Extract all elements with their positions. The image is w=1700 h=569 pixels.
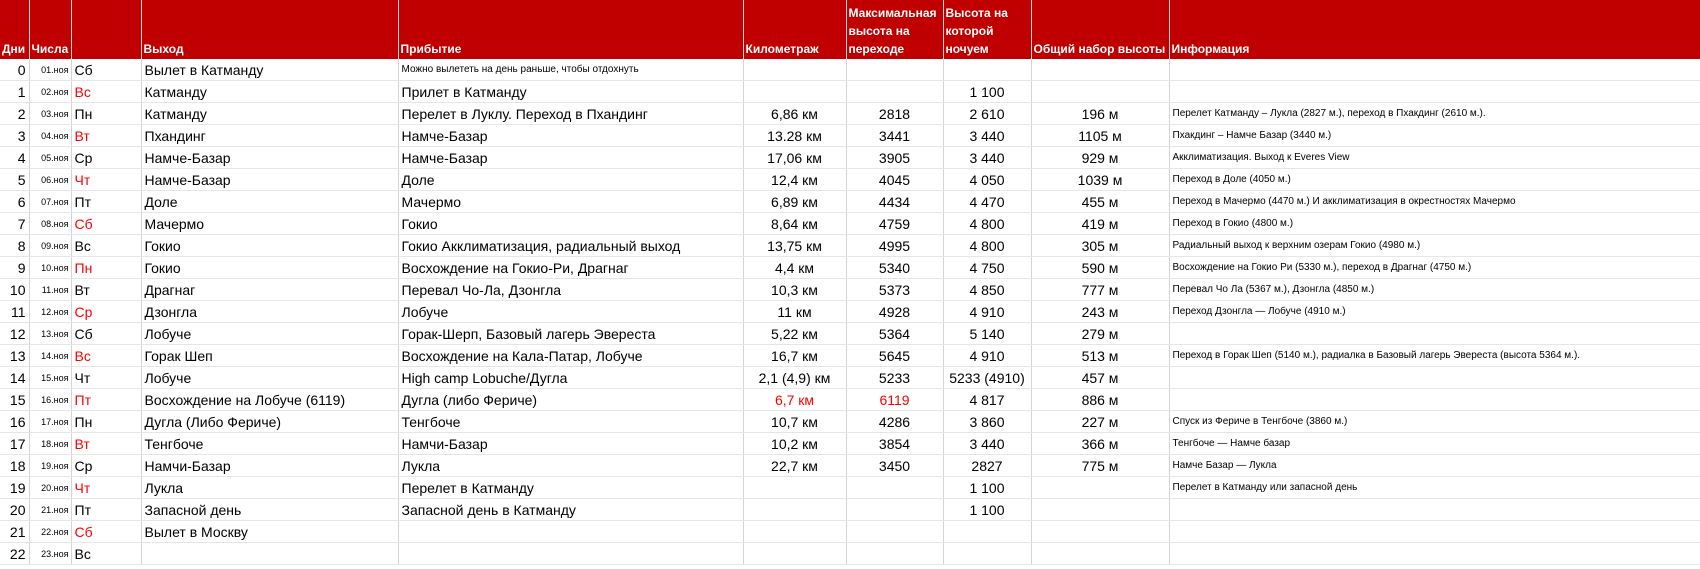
cell-departure: Мачермо	[141, 213, 398, 235]
cell-max-altitude: 4434	[846, 191, 943, 213]
cell-date: 12.ноя	[29, 301, 71, 323]
cell-departure: Гокио	[141, 235, 398, 257]
cell-info	[1169, 389, 1700, 411]
cell-sleep-altitude: 5 140	[943, 323, 1031, 345]
cell-max-altitude	[846, 499, 943, 521]
cell-departure: Лобуче	[141, 323, 398, 345]
cell-distance: 11 км	[743, 301, 846, 323]
cell-distance: 6,86 км	[743, 103, 846, 125]
cell-day: 5	[0, 169, 29, 191]
cell-arrival: Перелет в Катманду	[398, 477, 743, 499]
cell-departure	[141, 543, 398, 565]
header-date: Числа	[29, 0, 71, 59]
header-sleep-altitude: Высота на которой ночуем	[943, 0, 1031, 59]
cell-elevation-gain: 777 м	[1031, 279, 1169, 301]
cell-max-altitude: 5233	[846, 367, 943, 389]
cell-weekday: Вс	[71, 81, 141, 103]
cell-info: Перелет Катманду – Лукла (2827 м.), переход в Пхакдинг (2610 м.).	[1169, 103, 1700, 125]
cell-weekday: Сб	[71, 521, 141, 543]
cell-elevation-gain: 455 м	[1031, 191, 1169, 213]
table-row	[0, 499, 1700, 521]
cell-date: 10.ноя	[29, 257, 71, 279]
cell-weekday: Пт	[71, 499, 141, 521]
table-row	[0, 301, 1700, 323]
table-row	[0, 455, 1700, 477]
cell-max-altitude: 5364	[846, 323, 943, 345]
header-day: Дни	[0, 0, 29, 59]
header-elevation-gain: Общий набор высоты	[1031, 0, 1169, 59]
cell-info: Переход в Гокио (4800 м.)	[1169, 213, 1700, 235]
cell-max-altitude: 5645	[846, 345, 943, 367]
cell-day: 0	[0, 59, 29, 81]
cell-departure: Намче-Базар	[141, 147, 398, 169]
cell-day: 18	[0, 455, 29, 477]
header-max-altitude: Максимальная высота на переходе	[846, 0, 943, 59]
table-row	[0, 279, 1700, 301]
cell-elevation-gain	[1031, 521, 1169, 543]
cell-distance	[743, 81, 846, 103]
cell-sleep-altitude: 2 610	[943, 103, 1031, 125]
table-row	[0, 543, 1700, 565]
cell-info: Восхождение на Гокио Ри (5330 м.), переход в Драгнаг (4750 м.)	[1169, 257, 1700, 279]
cell-sleep-altitude: 4 800	[943, 235, 1031, 257]
cell-elevation-gain: 775 м	[1031, 455, 1169, 477]
cell-arrival: Намче-Базар	[398, 147, 743, 169]
cell-day: 10	[0, 279, 29, 301]
cell-sleep-altitude: 2827	[943, 455, 1031, 477]
cell-distance: 4,4 км	[743, 257, 846, 279]
table-row	[0, 323, 1700, 345]
cell-weekday: Вт	[71, 433, 141, 455]
header-dow	[71, 0, 141, 59]
cell-elevation-gain: 513 м	[1031, 345, 1169, 367]
cell-max-altitude	[846, 59, 943, 81]
table-row	[0, 257, 1700, 279]
cell-departure: Тенгбоче	[141, 433, 398, 455]
cell-day: 8	[0, 235, 29, 257]
cell-day: 12	[0, 323, 29, 345]
cell-weekday: Пн	[71, 257, 141, 279]
table-row	[0, 59, 1700, 81]
table-row	[0, 367, 1700, 389]
cell-info: Переход в Доле (4050 м.)	[1169, 169, 1700, 191]
cell-max-altitude: 4759	[846, 213, 943, 235]
cell-date: 03.ноя	[29, 103, 71, 125]
header-distance: Километраж	[743, 0, 846, 59]
cell-sleep-altitude: 3 440	[943, 433, 1031, 455]
cell-sleep-altitude	[943, 543, 1031, 565]
cell-date: 05.ноя	[29, 147, 71, 169]
cell-arrival: Тенгбоче	[398, 411, 743, 433]
cell-distance	[743, 521, 846, 543]
cell-day: 2	[0, 103, 29, 125]
cell-max-altitude: 5340	[846, 257, 943, 279]
cell-arrival: Намче-Базар	[398, 125, 743, 147]
cell-day: 14	[0, 367, 29, 389]
header-departure: Выход	[141, 0, 398, 59]
cell-arrival: Прилет в Катманду	[398, 81, 743, 103]
table-row	[0, 147, 1700, 169]
header-arrival: Прибытие	[398, 0, 743, 59]
cell-day: 15	[0, 389, 29, 411]
cell-departure: Запасной день	[141, 499, 398, 521]
cell-arrival: Доле	[398, 169, 743, 191]
cell-info	[1169, 59, 1700, 81]
cell-weekday: Ср	[71, 455, 141, 477]
cell-date: 13.ноя	[29, 323, 71, 345]
table-row	[0, 213, 1700, 235]
cell-max-altitude: 4286	[846, 411, 943, 433]
table-row	[0, 169, 1700, 191]
cell-departure: Горак Шеп	[141, 345, 398, 367]
cell-info: Переход в Мачермо (4470 м.) И акклиматизация в окрестностях Мачермо	[1169, 191, 1700, 213]
cell-max-altitude: 3450	[846, 455, 943, 477]
cell-date: 07.ноя	[29, 191, 71, 213]
cell-weekday: Чт	[71, 477, 141, 499]
cell-distance: 13.28 км	[743, 125, 846, 147]
cell-info: Переход в Горак Шеп (5140 м.), радиалка в Базовый лагерь Эвереста (высота 5364 м.).	[1169, 345, 1700, 367]
cell-sleep-altitude: 1 100	[943, 499, 1031, 521]
table-row	[0, 235, 1700, 257]
cell-elevation-gain	[1031, 543, 1169, 565]
cell-info	[1169, 521, 1700, 543]
table-row	[0, 521, 1700, 543]
cell-info: Радиальный выход к верхним озерам Гокио (4980 м.)	[1169, 235, 1700, 257]
cell-distance: 10,7 км	[743, 411, 846, 433]
cell-info: Тенгбоче — Намче базар	[1169, 433, 1700, 455]
cell-arrival: Гокио Акклиматизация, радиальный выход	[398, 235, 743, 257]
cell-info: Намче Базар — Лукла	[1169, 455, 1700, 477]
table-row	[0, 411, 1700, 433]
cell-day: 7	[0, 213, 29, 235]
cell-max-altitude: 5373	[846, 279, 943, 301]
header-info: Информация	[1169, 0, 1700, 59]
cell-elevation-gain	[1031, 59, 1169, 81]
cell-distance	[743, 499, 846, 521]
cell-arrival	[398, 543, 743, 565]
cell-arrival: Можно вылететь на день раньше, чтобы отдохнуть	[398, 59, 743, 81]
cell-elevation-gain: 366 м	[1031, 433, 1169, 455]
cell-day: 9	[0, 257, 29, 279]
cell-sleep-altitude: 4 470	[943, 191, 1031, 213]
cell-departure: Намче-Базар	[141, 169, 398, 191]
cell-arrival: High camp Lobuche/Дугла	[398, 367, 743, 389]
cell-distance: 5,22 км	[743, 323, 846, 345]
cell-info	[1169, 499, 1700, 521]
cell-max-altitude	[846, 477, 943, 499]
cell-departure: Вылет в Москву	[141, 521, 398, 543]
cell-date: 21.ноя	[29, 499, 71, 521]
cell-arrival: Мачермо	[398, 191, 743, 213]
cell-weekday: Чт	[71, 169, 141, 191]
cell-departure: Катманду	[141, 81, 398, 103]
cell-departure: Дзонгла	[141, 301, 398, 323]
cell-arrival: Восхождение на Кала-Патар, Лобуче	[398, 345, 743, 367]
cell-distance: 10,3 км	[743, 279, 846, 301]
cell-day: 19	[0, 477, 29, 499]
cell-info: Перелет в Катманду или запасной день	[1169, 477, 1700, 499]
cell-info: Спуск из Фериче в Тенгбоче (3860 м.)	[1169, 411, 1700, 433]
cell-elevation-gain: 1105 м	[1031, 125, 1169, 147]
cell-weekday: Сб	[71, 323, 141, 345]
cell-elevation-gain	[1031, 499, 1169, 521]
cell-max-altitude: 4995	[846, 235, 943, 257]
cell-distance: 2,1 (4,9) км	[743, 367, 846, 389]
cell-date: 17.ноя	[29, 411, 71, 433]
cell-weekday: Пт	[71, 389, 141, 411]
header-row	[0, 0, 1700, 59]
cell-day: 11	[0, 301, 29, 323]
cell-departure: Лукла	[141, 477, 398, 499]
cell-max-altitude: 2818	[846, 103, 943, 125]
cell-max-altitude	[846, 521, 943, 543]
cell-elevation-gain: 279 м	[1031, 323, 1169, 345]
cell-info	[1169, 543, 1700, 565]
table-row	[0, 191, 1700, 213]
cell-arrival	[398, 521, 743, 543]
cell-distance: 13,75 км	[743, 235, 846, 257]
cell-departure: Пхандинг	[141, 125, 398, 147]
cell-sleep-altitude: 4 850	[943, 279, 1031, 301]
cell-date: 22.ноя	[29, 521, 71, 543]
cell-max-altitude: 4045	[846, 169, 943, 191]
cell-max-altitude: 3854	[846, 433, 943, 455]
cell-elevation-gain	[1031, 477, 1169, 499]
cell-max-altitude: 6119	[846, 389, 943, 411]
cell-date: 02.ноя	[29, 81, 71, 103]
cell-sleep-altitude: 4 800	[943, 213, 1031, 235]
cell-departure: Дугла (Либо Фериче)	[141, 411, 398, 433]
cell-sleep-altitude: 3 440	[943, 147, 1031, 169]
cell-date: 06.ноя	[29, 169, 71, 191]
table-row	[0, 477, 1700, 499]
cell-weekday: Вт	[71, 279, 141, 301]
cell-day: 13	[0, 345, 29, 367]
cell-distance: 22,7 км	[743, 455, 846, 477]
table-body	[0, 59, 1700, 565]
cell-info: Пхакдинг – Намче Базар (3440 м.)	[1169, 125, 1700, 147]
cell-day: 21	[0, 521, 29, 543]
cell-distance: 6,89 км	[743, 191, 846, 213]
cell-sleep-altitude: 1 100	[943, 81, 1031, 103]
cell-arrival: Дугла (либо Фериче)	[398, 389, 743, 411]
table-row	[0, 433, 1700, 455]
cell-weekday: Сб	[71, 59, 141, 81]
table-row	[0, 81, 1700, 103]
cell-max-altitude: 3441	[846, 125, 943, 147]
cell-date: 09.ноя	[29, 235, 71, 257]
cell-departure: Доле	[141, 191, 398, 213]
cell-date: 20.ноя	[29, 477, 71, 499]
cell-sleep-altitude: 3 860	[943, 411, 1031, 433]
table-row	[0, 345, 1700, 367]
cell-sleep-altitude: 1 100	[943, 477, 1031, 499]
cell-max-altitude: 4928	[846, 301, 943, 323]
cell-elevation-gain: 1039 м	[1031, 169, 1169, 191]
cell-sleep-altitude: 4 750	[943, 257, 1031, 279]
cell-weekday: Чт	[71, 367, 141, 389]
cell-arrival: Восхождение на Гокио-Ри, Драгнаг	[398, 257, 743, 279]
cell-weekday: Пн	[71, 103, 141, 125]
cell-sleep-altitude: 4 910	[943, 301, 1031, 323]
cell-elevation-gain: 929 м	[1031, 147, 1169, 169]
cell-date: 08.ноя	[29, 213, 71, 235]
cell-elevation-gain: 243 м	[1031, 301, 1169, 323]
cell-weekday: Ср	[71, 147, 141, 169]
cell-elevation-gain: 227 м	[1031, 411, 1169, 433]
cell-departure: Гокио	[141, 257, 398, 279]
cell-day: 1	[0, 81, 29, 103]
cell-arrival: Перелет в Луклу. Переход в Пхандинг	[398, 103, 743, 125]
cell-info	[1169, 323, 1700, 345]
cell-date: 16.ноя	[29, 389, 71, 411]
cell-day: 20	[0, 499, 29, 521]
cell-arrival: Горак-Шерп, Базовый лагерь Эвереста	[398, 323, 743, 345]
table-row	[0, 103, 1700, 125]
cell-sleep-altitude: 4 050	[943, 169, 1031, 191]
cell-weekday: Сб	[71, 213, 141, 235]
cell-date: 01.ноя	[29, 59, 71, 81]
cell-sleep-altitude: 5233 (4910)	[943, 367, 1031, 389]
cell-arrival: Запасной день в Катманду	[398, 499, 743, 521]
cell-distance: 8,64 км	[743, 213, 846, 235]
cell-date: 23.ноя	[29, 543, 71, 565]
cell-weekday: Вс	[71, 543, 141, 565]
cell-departure: Восхождение на Лобуче (6119)	[141, 389, 398, 411]
cell-distance: 12,4 км	[743, 169, 846, 191]
cell-date: 18.ноя	[29, 433, 71, 455]
cell-info	[1169, 81, 1700, 103]
cell-info: Акклиматизация. Выход к Everes View	[1169, 147, 1700, 169]
cell-day: 4	[0, 147, 29, 169]
cell-departure: Вылет в Катманду	[141, 59, 398, 81]
cell-arrival: Намчи-Базар	[398, 433, 743, 455]
cell-elevation-gain: 196 м	[1031, 103, 1169, 125]
cell-weekday: Ср	[71, 301, 141, 323]
cell-day: 22	[0, 543, 29, 565]
cell-arrival: Гокио	[398, 213, 743, 235]
cell-distance	[743, 543, 846, 565]
cell-distance	[743, 477, 846, 499]
cell-day: 17	[0, 433, 29, 455]
cell-date: 11.ноя	[29, 279, 71, 301]
cell-sleep-altitude	[943, 521, 1031, 543]
table-row	[0, 125, 1700, 147]
cell-weekday: Вс	[71, 235, 141, 257]
cell-max-altitude	[846, 543, 943, 565]
cell-departure: Катманду	[141, 103, 398, 125]
cell-elevation-gain: 590 м	[1031, 257, 1169, 279]
cell-sleep-altitude: 4 910	[943, 345, 1031, 367]
cell-departure: Намчи-Базар	[141, 455, 398, 477]
cell-weekday: Вс	[71, 345, 141, 367]
cell-distance: 6,7 км	[743, 389, 846, 411]
cell-elevation-gain	[1031, 81, 1169, 103]
cell-date: 14.ноя	[29, 345, 71, 367]
cell-date: 15.ноя	[29, 367, 71, 389]
cell-weekday: Вт	[71, 125, 141, 147]
cell-sleep-altitude: 4 817	[943, 389, 1031, 411]
cell-info: Переход Дзонгла — Лобуче (4910 м.)	[1169, 301, 1700, 323]
cell-sleep-altitude	[943, 59, 1031, 81]
cell-day: 3	[0, 125, 29, 147]
table-row	[0, 389, 1700, 411]
cell-elevation-gain: 305 м	[1031, 235, 1169, 257]
cell-max-altitude	[846, 81, 943, 103]
cell-elevation-gain: 886 м	[1031, 389, 1169, 411]
cell-date: 04.ноя	[29, 125, 71, 147]
cell-day: 16	[0, 411, 29, 433]
cell-arrival: Перевал Чо-Ла, Дзонгла	[398, 279, 743, 301]
cell-departure: Лобуче	[141, 367, 398, 389]
cell-sleep-altitude: 3 440	[943, 125, 1031, 147]
cell-elevation-gain: 419 м	[1031, 213, 1169, 235]
cell-day: 6	[0, 191, 29, 213]
cell-departure: Драгнаг	[141, 279, 398, 301]
cell-info	[1169, 367, 1700, 389]
cell-elevation-gain: 457 м	[1031, 367, 1169, 389]
cell-max-altitude: 3905	[846, 147, 943, 169]
cell-weekday: Пт	[71, 191, 141, 213]
cell-arrival: Лобуче	[398, 301, 743, 323]
cell-distance: 10,2 км	[743, 433, 846, 455]
cell-distance: 17,06 км	[743, 147, 846, 169]
cell-weekday: Пн	[71, 411, 141, 433]
cell-distance: 16,7 км	[743, 345, 846, 367]
cell-arrival: Лукла	[398, 455, 743, 477]
cell-distance	[743, 59, 846, 81]
cell-info: Перевал Чо Ла (5367 м.), Дзонгла (4850 м.)	[1169, 279, 1700, 301]
cell-date: 19.ноя	[29, 455, 71, 477]
